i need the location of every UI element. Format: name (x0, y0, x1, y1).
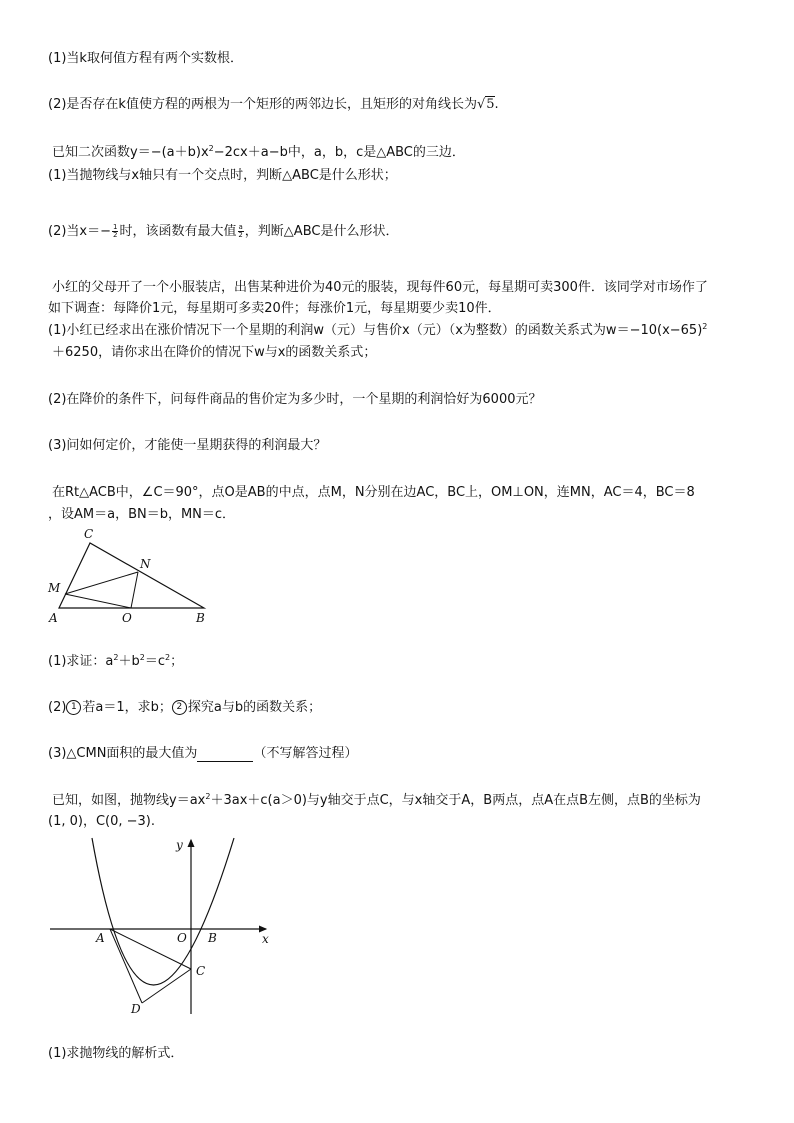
segment-mn (65, 572, 138, 594)
answer-blank[interactable] (197, 749, 253, 762)
qc-intro-line2: 如下调查：每降价1元，每星期可多卖20件；每涨价1元，每星期要少卖10件． (48, 301, 501, 316)
label-a: A (49, 611, 58, 625)
segment-mo (65, 594, 131, 608)
qd-part1 (48, 654, 183, 670)
sqrt-radicand: 5 (486, 97, 495, 112)
qb-intro-rest: −2cx＋a−b中，a，b，c是△ABC的三边． (213, 145, 465, 160)
frac-num: a (238, 223, 243, 231)
frac-den: 2 (238, 231, 243, 239)
qb-part2-text: (2)当x＝− (48, 224, 112, 239)
label-d: D (131, 1002, 141, 1016)
circled-two-icon: 2 (172, 700, 187, 715)
qc-intro-line1: 小红的父母开了一个小服装店，出售某种进价为40元的服装，现每件60元，每星期可卖300件．该同学对市场作了 (52, 280, 708, 295)
parabola-figure (44, 832, 284, 1020)
qd-part3-text: (3)△CMN面积的最大值为 (48, 746, 198, 761)
qd-intro-line2: ，设AM＝a，BN＝b，MN＝c． (48, 507, 236, 522)
label-c: C (196, 964, 206, 978)
qe-intro-line1 (52, 793, 701, 809)
fraction-half (112, 224, 118, 239)
label-x: x (262, 932, 269, 946)
qd-part1-text: (1)求证：a (48, 654, 114, 669)
sqrt-five: √5 (476, 97, 495, 112)
label-c: C (84, 527, 94, 541)
fraction-a-half (238, 224, 244, 239)
qb-intro (52, 145, 465, 161)
segment-dc (142, 969, 191, 1003)
qe-intro-rest: ＋3ax＋c(a＞0)与y轴交于点C，与x轴交于A，B两点，点A在点B左侧，点B的坐标为 (210, 793, 701, 808)
qa-part2-text: (2)是否存在k值使方程的两根为一个矩形的两邻边长，且矩形的对角线长为 (48, 97, 477, 112)
qd-part1-end: ； (170, 654, 184, 669)
exp: 2 (113, 653, 119, 662)
label-m: M (48, 581, 61, 595)
qa-part2-end: . (494, 97, 499, 112)
qd-part3-end: （不写解答过程） (253, 746, 358, 761)
qc-part1-cont: ＋6250，请你求出在降价的情况下w与x的函数关系式； (52, 345, 377, 360)
circled-one-icon: 1 (66, 700, 81, 715)
qc-part1-text: (1)小红已经求出在涨价情况下一个星期的利润w（元）与售价x（元）（x为整数）的函数关系式为w＝−10(x−65) (48, 323, 703, 338)
qa-part2 (48, 97, 499, 113)
qb-intro-exp: 2 (208, 144, 214, 153)
label-b: B (196, 611, 205, 625)
qd-part3 (48, 746, 357, 762)
qd-part2-num: (2) (48, 700, 67, 715)
qd-part1-b: ＋b (118, 654, 140, 669)
qe-intro-text: 已知，如图，抛物线y＝ax (52, 793, 206, 808)
qb-part2 (48, 224, 398, 240)
qd-part2-b: 探究a与b的函数关系； (187, 700, 322, 715)
qe-part1: (1)求抛物线的解析式． (48, 1046, 184, 1061)
qd-part2 (48, 700, 321, 716)
triangle-acb (59, 543, 204, 608)
qc-part3: (3)问如何定价，才能使一星期获得的利润最大？ (48, 438, 327, 453)
qc-part1 (48, 323, 707, 339)
label-o: O (177, 931, 187, 945)
qa-part1: (1)当k取何值方程有两个实数根． (48, 51, 243, 66)
qe-intro-exp: 2 (205, 792, 211, 801)
label-y: y (176, 838, 183, 852)
segment-on (131, 572, 138, 608)
label-a: A (96, 931, 105, 945)
qd-intro-line1: 在Rt△ACB中，∠C＝90°，点O是AB的中点，点M，N分别在边AC，BC上，OM⊥ON，连MN，AC＝4，BC＝8 (52, 485, 695, 500)
qb-intro-text: 已知二次函数y＝−(a＋b)x (52, 145, 209, 160)
label-o: O (122, 611, 132, 625)
frac-num: 1 (113, 223, 118, 231)
qd-part2-a: 若a＝1，求b； (82, 700, 172, 715)
frac-den: 2 (113, 231, 118, 239)
triangle-figure (44, 524, 214, 630)
exp: 2 (139, 653, 145, 662)
parabola-curve (92, 838, 234, 985)
qb-part2-mid: 时，该函数有最大值 (119, 224, 237, 239)
qb-part1: (1)当抛物线与x轴只有一个交点时，判断△ABC是什么形状； (48, 168, 397, 183)
segment-ad (110, 929, 142, 1003)
label-n: N (140, 557, 151, 571)
exp: 2 (165, 653, 171, 662)
qd-part1-c: ＝c (144, 654, 165, 669)
qb-part2-end: ，判断△ABC是什么形状． (244, 224, 399, 239)
qe-intro-line2: (1, 0)，C(0, −3). (48, 814, 156, 829)
label-b: B (208, 931, 217, 945)
qc-part1-exp: 2 (702, 322, 708, 331)
qc-part2: (2)在降价的条件下，问每件商品的售价定为多少时，一个星期的利润恰好为6000元？ (48, 392, 542, 407)
